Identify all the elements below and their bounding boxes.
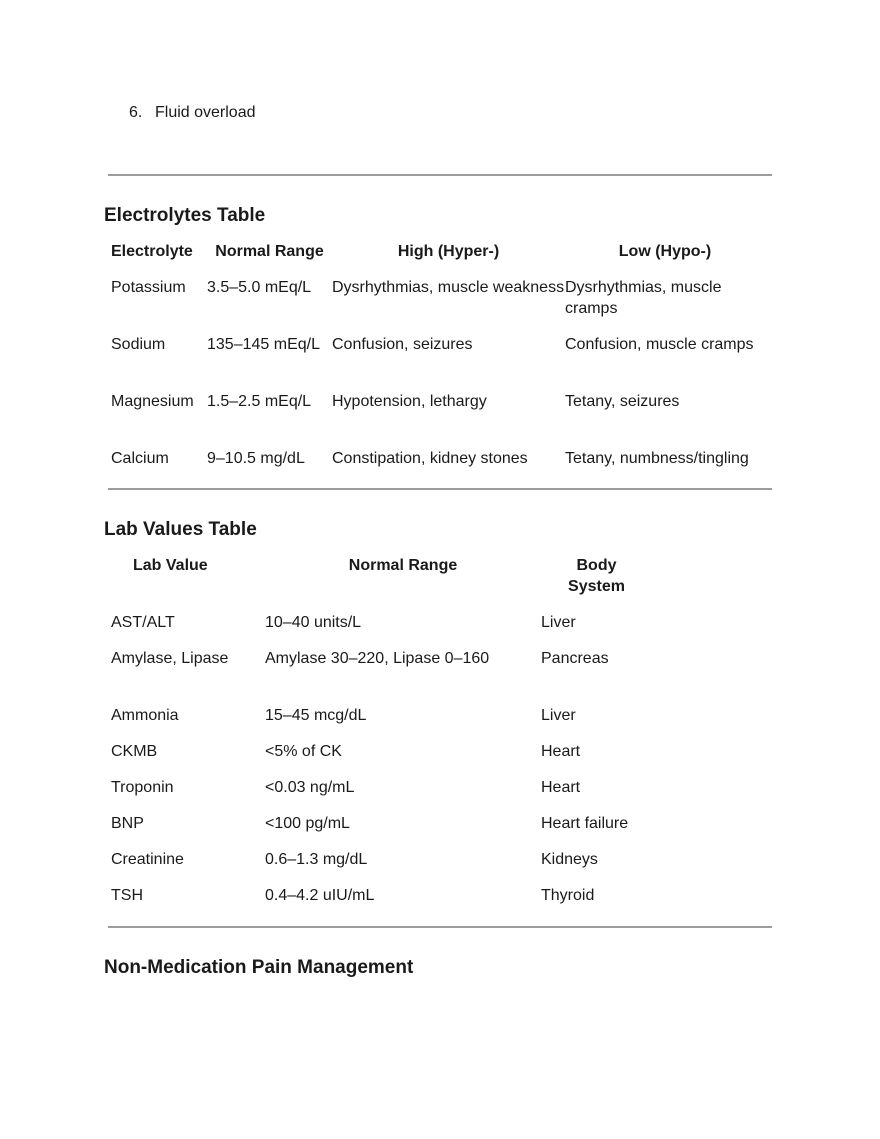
table-cell: Thyroid xyxy=(541,887,595,904)
table-cell: 15–45 mcg/dL xyxy=(265,707,367,724)
table-cell: Dysrhythmias, muscle weakness xyxy=(332,279,565,296)
table-cell: Potassium xyxy=(111,279,186,296)
table-cell: Sodium xyxy=(111,336,166,353)
table-cell: Pancreas xyxy=(541,650,609,667)
table-cell: Kidneys xyxy=(541,851,598,868)
table-cell: Hypotension, lethargy xyxy=(332,393,487,410)
section-divider xyxy=(108,174,772,176)
table-row xyxy=(111,813,644,849)
table-cell: Tetany, seizures xyxy=(565,393,680,410)
column-header: Body System xyxy=(568,557,625,595)
electrolytes-title: Electrolytes Table xyxy=(104,205,266,226)
table-cell: CKMB xyxy=(111,743,158,760)
section-divider xyxy=(108,488,772,490)
table-cell: Ammonia xyxy=(111,707,179,724)
table-cell: Heart failure xyxy=(541,815,629,832)
column-header: High (Hyper-) xyxy=(397,243,500,260)
table-cell: <0.03 ng/mL xyxy=(265,779,355,796)
table-cell: <5% of CK xyxy=(265,743,342,760)
table-cell: 10–40 units/L xyxy=(265,614,362,631)
table-cell: Amylase, Lipase xyxy=(111,650,229,667)
table-row xyxy=(111,648,644,705)
electrolytes-table xyxy=(111,241,765,490)
table-cell: Liver xyxy=(541,614,576,631)
table-row xyxy=(111,741,644,777)
table-cell: 0.6–1.3 mg/dL xyxy=(265,851,368,868)
table-cell: 3.5–5.0 mEq/L xyxy=(207,279,312,296)
table-row xyxy=(111,885,644,921)
table-row xyxy=(111,448,765,490)
table-cell: Heart xyxy=(541,743,581,760)
list-item-text: Fluid overload xyxy=(155,104,256,121)
table-cell: Tetany, numbness/tingling xyxy=(565,450,749,467)
table-cell: Magnesium xyxy=(111,393,194,410)
table-row xyxy=(111,391,765,448)
column-header: Normal Range xyxy=(348,557,458,574)
table-cell: Constipation, kidney stones xyxy=(332,450,528,467)
column-header: Low (Hypo-) xyxy=(618,243,712,260)
table-header-row xyxy=(111,241,765,277)
table-row xyxy=(111,849,644,885)
table-cell: 9–10.5 mg/dL xyxy=(207,450,305,467)
table-cell: Creatinine xyxy=(111,851,184,868)
table-cell: Troponin xyxy=(111,779,174,796)
table-cell: Liver xyxy=(541,707,576,724)
table-cell: BNP xyxy=(111,815,144,832)
table-cell: Calcium xyxy=(111,450,169,467)
table-row xyxy=(111,612,644,648)
pain-management-title: Non-Medication Pain Management xyxy=(104,957,414,978)
column-header: Normal Range xyxy=(215,243,324,260)
table-header-row xyxy=(111,555,644,612)
table-row xyxy=(111,777,644,813)
table-row xyxy=(111,705,644,741)
lab-values-table xyxy=(111,555,644,921)
lab-values-title: Lab Values Table xyxy=(104,519,257,540)
table-cell: 135–145 mEq/L xyxy=(207,336,320,353)
table-cell: 1.5–2.5 mEq/L xyxy=(207,393,312,410)
table-row xyxy=(111,334,765,391)
table-row xyxy=(111,277,765,334)
table-cell: 0.4–4.2 uIU/mL xyxy=(265,887,375,904)
table-cell: Confusion, muscle cramps xyxy=(565,336,754,353)
column-header: Electrolyte xyxy=(111,243,193,260)
column-header: Lab Value xyxy=(133,557,208,574)
table-cell: Dysrhythmias, muscle cramps xyxy=(565,279,722,317)
section-divider xyxy=(108,926,772,928)
table-cell: <100 pg/mL xyxy=(265,815,350,832)
list-item-fluid-overload xyxy=(129,103,256,123)
table-cell: Heart xyxy=(541,779,581,796)
list-item-number: 6. xyxy=(129,104,143,121)
table-cell: Confusion, seizures xyxy=(332,336,473,353)
table-cell: AST/ALT xyxy=(111,614,175,631)
table-cell: Amylase 30–220, Lipase 0–160 xyxy=(265,650,490,667)
table-cell: TSH xyxy=(111,887,143,904)
